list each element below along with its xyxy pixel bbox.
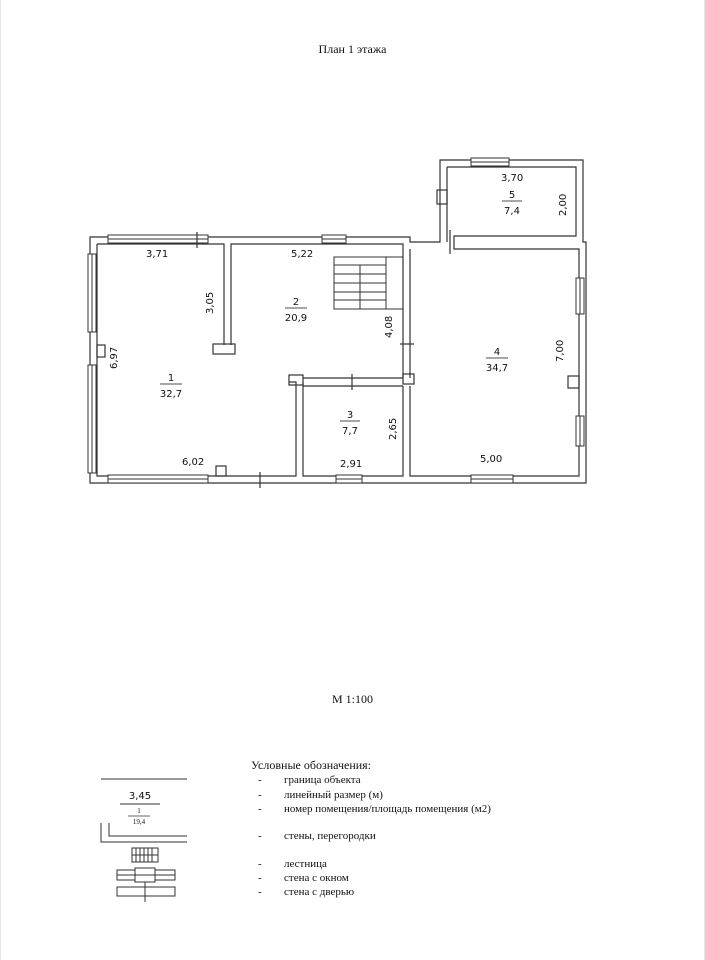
room-number: 4 bbox=[493, 347, 501, 358]
dimension-label: 2,65 bbox=[388, 417, 399, 440]
room-area: 20,9 bbox=[284, 313, 308, 324]
room-area: 32,7 bbox=[159, 389, 183, 400]
legend-door-symbol bbox=[117, 887, 175, 896]
room-number: 3 bbox=[346, 410, 354, 421]
scale-label: М 1:100 bbox=[331, 692, 373, 706]
dimension-label: 2,00 bbox=[558, 193, 569, 216]
room-area: 7,4 bbox=[504, 206, 520, 217]
dimension-label: 3,70 bbox=[501, 173, 524, 184]
dimension-label: 3,05 bbox=[205, 291, 216, 314]
legend-item: - стена с дверью bbox=[258, 886, 355, 898]
dimension-label: 7,00 bbox=[555, 339, 566, 362]
legend-item: - стены, перегородки bbox=[258, 830, 376, 842]
room-area: 7,7 bbox=[342, 426, 358, 437]
legend-sample-dimension: 3,45 bbox=[128, 791, 152, 802]
legend-sample-room-area: 19,4 bbox=[132, 818, 146, 826]
room-area: 34,7 bbox=[485, 363, 509, 374]
room-number: 5 bbox=[508, 190, 516, 201]
legend-item: - лестница bbox=[258, 858, 327, 870]
plan-title: План 1 этажа bbox=[318, 42, 387, 56]
legend-item: - границa объекта bbox=[258, 774, 361, 786]
legend-item: - линейный размер (м) bbox=[258, 789, 383, 801]
legend-item: - стена с окном bbox=[258, 872, 349, 884]
legend-title: Условные обозначения: bbox=[251, 758, 372, 772]
legend-item: - номер помещения/площадь помещения (м2) bbox=[258, 803, 491, 815]
room-number: 2 bbox=[292, 297, 300, 308]
dimension-label: 2,91 bbox=[340, 459, 363, 470]
legend-sample-room-number: 1 bbox=[137, 807, 141, 815]
room-number: 1 bbox=[167, 373, 175, 384]
dimension-label: 6,97 bbox=[109, 346, 120, 369]
dimension-label: 3,71 bbox=[146, 249, 169, 260]
dimension-label: 5,00 bbox=[480, 454, 503, 465]
dimension-label: 6,02 bbox=[182, 457, 205, 468]
dimension-label: 4,08 bbox=[384, 315, 395, 338]
dimension-label: 5,22 bbox=[291, 249, 314, 260]
